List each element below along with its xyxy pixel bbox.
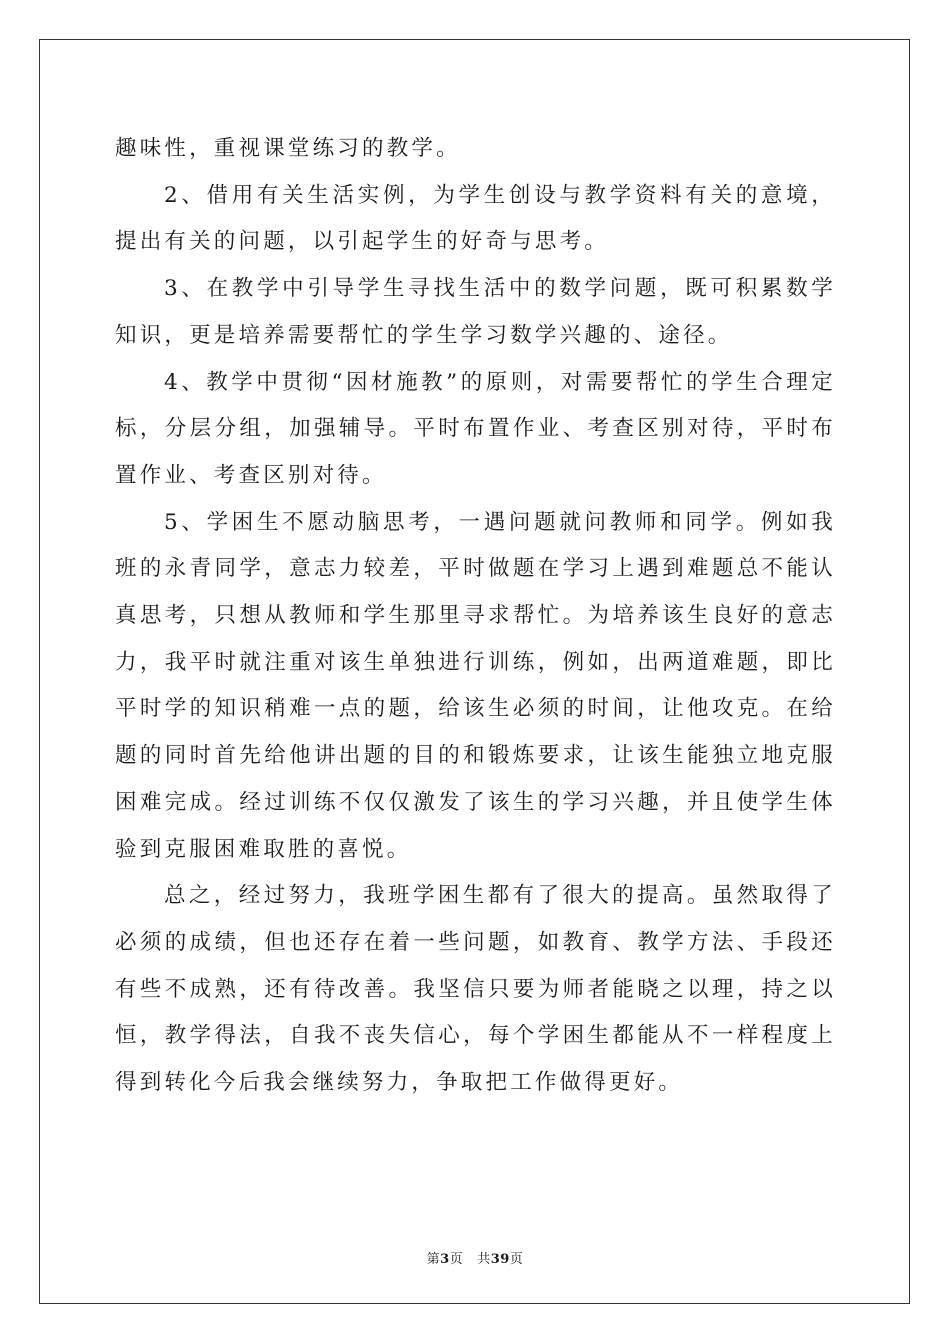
- paragraph-conclusion: 总之，经过努力，我班学困生都有了很大的提高。虽然取得了必须的成绩，但也还存在着一些问题，如教育、教学方法、手段还有些不成熟，还有待改善。我坚信只要为师者能晓之以理，持之以恒，教学得法，自我不丧失信心，每个学困生都能从不一样程度上得到转化今后我会继续努力，争取把工作做得更好。: [115, 883, 836, 1096]
- page-suffix: 页: [449, 1252, 464, 1267]
- paragraph-item-5: 5、学困生不愿动脑思考，一遇问题就问教师和同学。例如我班的永青同学，意志力较差，平时做题在学习上遇到难题总不能认真思考，只想从教师和学生那里寻求帮忙。为培养该生良好的意志力，我平时就注重对该生单独进行训练，例如，出两道难题，即比平时学的知识稍难一点的题，给该生必须的时间，让他攻克。在给题的同时首先给他讲出题的目的和锻炼要求，让该生能独立地克服困难完成。经过训练不仅仅激发了该生的学习兴趣，并且使学生体验到克服困难取胜的喜悦。: [115, 509, 836, 862]
- total-suffix: 页: [509, 1252, 524, 1267]
- paragraph-item-3: 3、在教学中引导学生寻找生活中的数学问题，既可积累数学知识，更是培养需要帮忙的学生学习数学兴趣的、途径。: [115, 276, 836, 348]
- page-number: 3: [440, 1252, 450, 1267]
- total-prefix: 共: [477, 1252, 491, 1267]
- page-footer: [0, 1248, 950, 1267]
- total-pages: 39: [490, 1252, 510, 1267]
- document-body: [115, 126, 836, 1107]
- paragraph-item-4: 4、教学中贯彻“因材施教”的原则，对需要帮忙的学生合理定标，分层分组，加强辅导。平时布置作业、考查区别对待，平时布置作业、考查区别对待。: [115, 369, 836, 488]
- paragraph-item-2: 2、借用有关生活实例，为学生创设与教学资料有关的意境，提出有关的问题，以引起学生的好奇与思考。: [115, 182, 836, 255]
- paragraph-continuation: 趣味性，重视课堂练习的教学。: [115, 136, 461, 161]
- page-prefix: 第: [426, 1252, 441, 1267]
